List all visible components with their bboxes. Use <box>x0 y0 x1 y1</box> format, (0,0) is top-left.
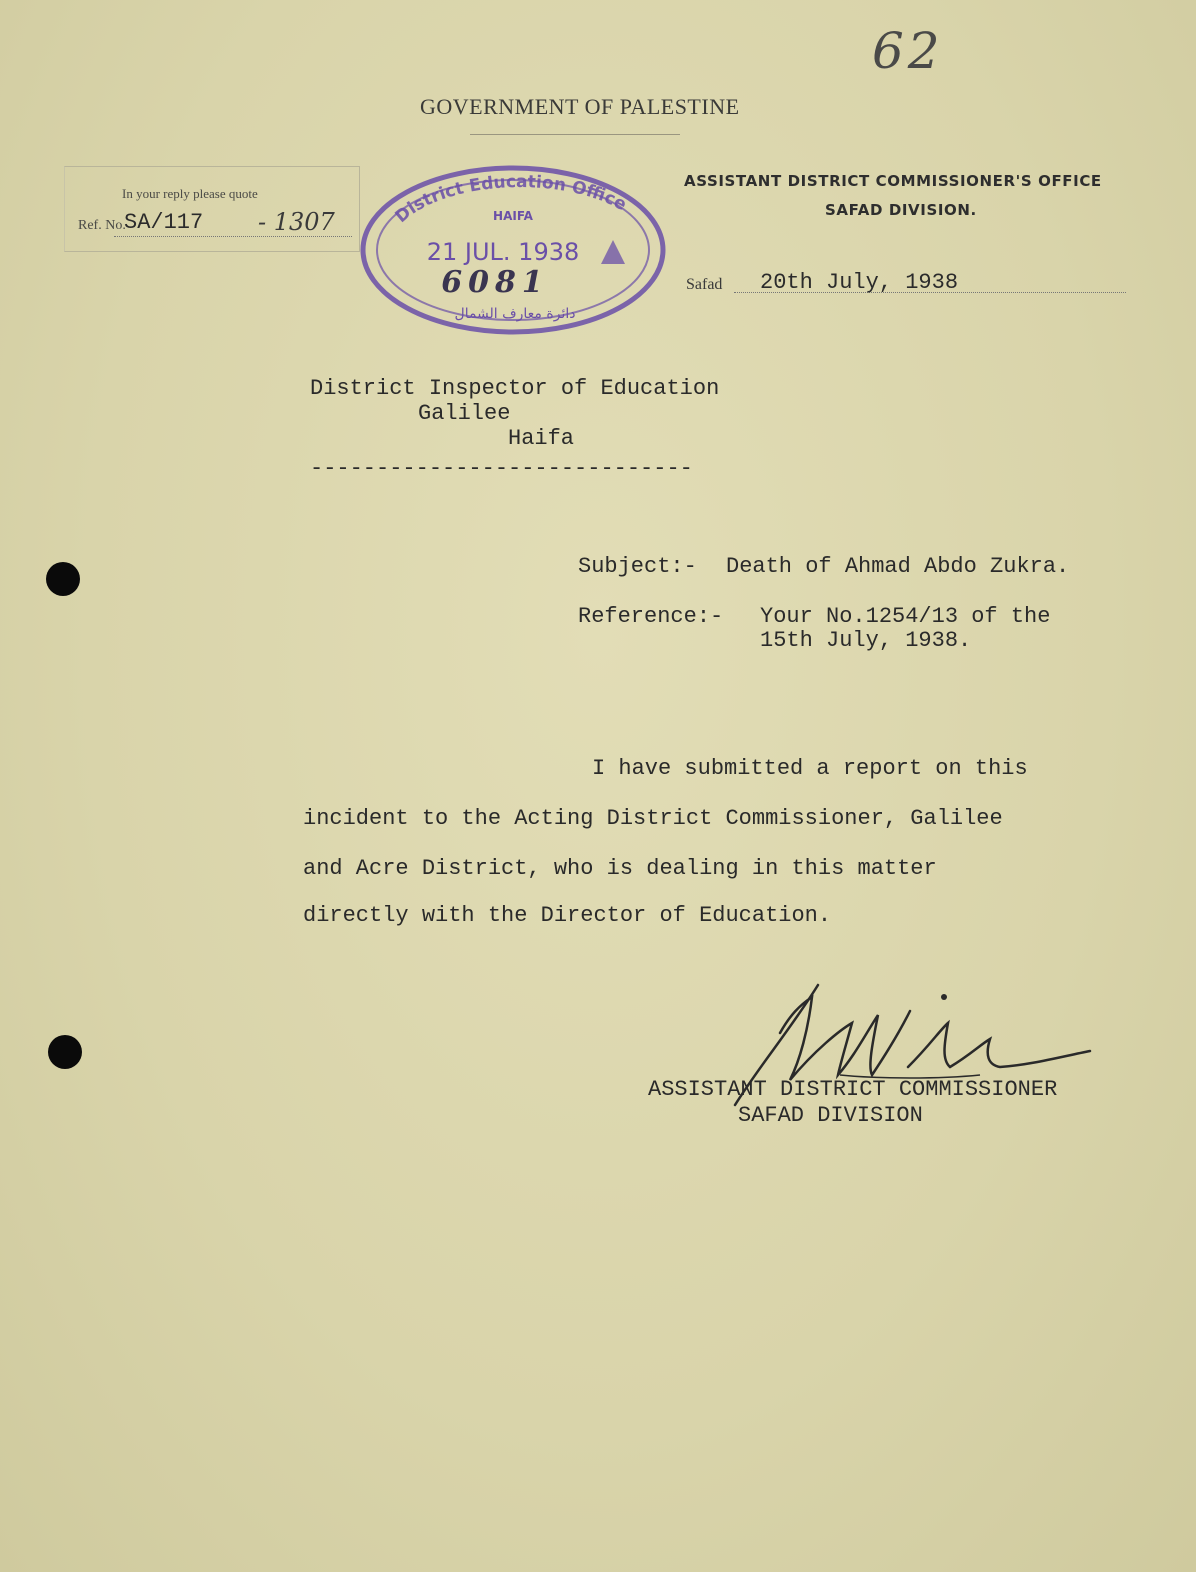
folio-number: 62 <box>872 22 944 80</box>
addressee-line-1: District Inspector of Education <box>310 376 720 401</box>
subject-label: Subject:- <box>578 554 697 579</box>
ref-dotted-line <box>114 236 352 237</box>
signatory-division: SAFAD DIVISION <box>738 1103 923 1128</box>
subject-value: Death of Ahmad Abdo Zukra. <box>726 554 1070 579</box>
place-label: Safad <box>686 276 723 293</box>
office-name: ASSISTANT DISTRICT COMMISSIONER'S OFFICE <box>684 172 1102 190</box>
stamp-number: 6081 <box>441 265 549 300</box>
reference-value-line-1: Your No.1254/13 of the <box>760 604 1051 629</box>
stamp-arabic: دائرة معارف الشمال <box>454 306 576 322</box>
body-line-3: and Acre District, who is dealing in this matter <box>303 856 937 881</box>
punch-hole-bottom <box>48 1035 82 1069</box>
body-line-2: incident to the Acting District Commissioner, Galilee <box>303 806 1003 831</box>
letterhead-divider <box>470 134 680 135</box>
stamp-date: 21 JUL. 1938 <box>426 238 580 266</box>
reply-note: In your reply please quote <box>122 186 258 201</box>
office-division: SAFAD DIVISION. <box>825 201 977 219</box>
addressee-line-2: Galilee <box>418 401 511 426</box>
stamp-triangle-icon <box>601 240 625 264</box>
ref-handwritten-number: - 1307 <box>258 208 335 236</box>
letterhead-government: GOVERNMENT OF PALESTINE <box>420 94 740 119</box>
body-line-1: I have submitted a report on this <box>592 756 1028 781</box>
addressee-rule: ----------------------------- <box>310 456 693 481</box>
reference-value-line-2: 15th July, 1938. <box>760 628 972 653</box>
stamp-city: HAIFA <box>493 209 533 223</box>
handwritten-signature <box>640 975 1100 1115</box>
punch-hole-top <box>46 562 80 596</box>
ref-number: SA/117 <box>124 210 204 235</box>
ref-label: Ref. No. <box>78 218 126 233</box>
body-line-4: directly with the Director of Education. <box>303 903 832 928</box>
letter-date: 20th July, 1938 <box>760 270 959 295</box>
addressee-line-3: Haifa <box>508 426 575 451</box>
received-stamp <box>355 152 667 342</box>
signatory-title: ASSISTANT DISTRICT COMMISSIONER <box>648 1077 1058 1102</box>
stamp-office-text: District Education Office <box>391 171 630 228</box>
reference-label: Reference:- <box>578 604 724 629</box>
